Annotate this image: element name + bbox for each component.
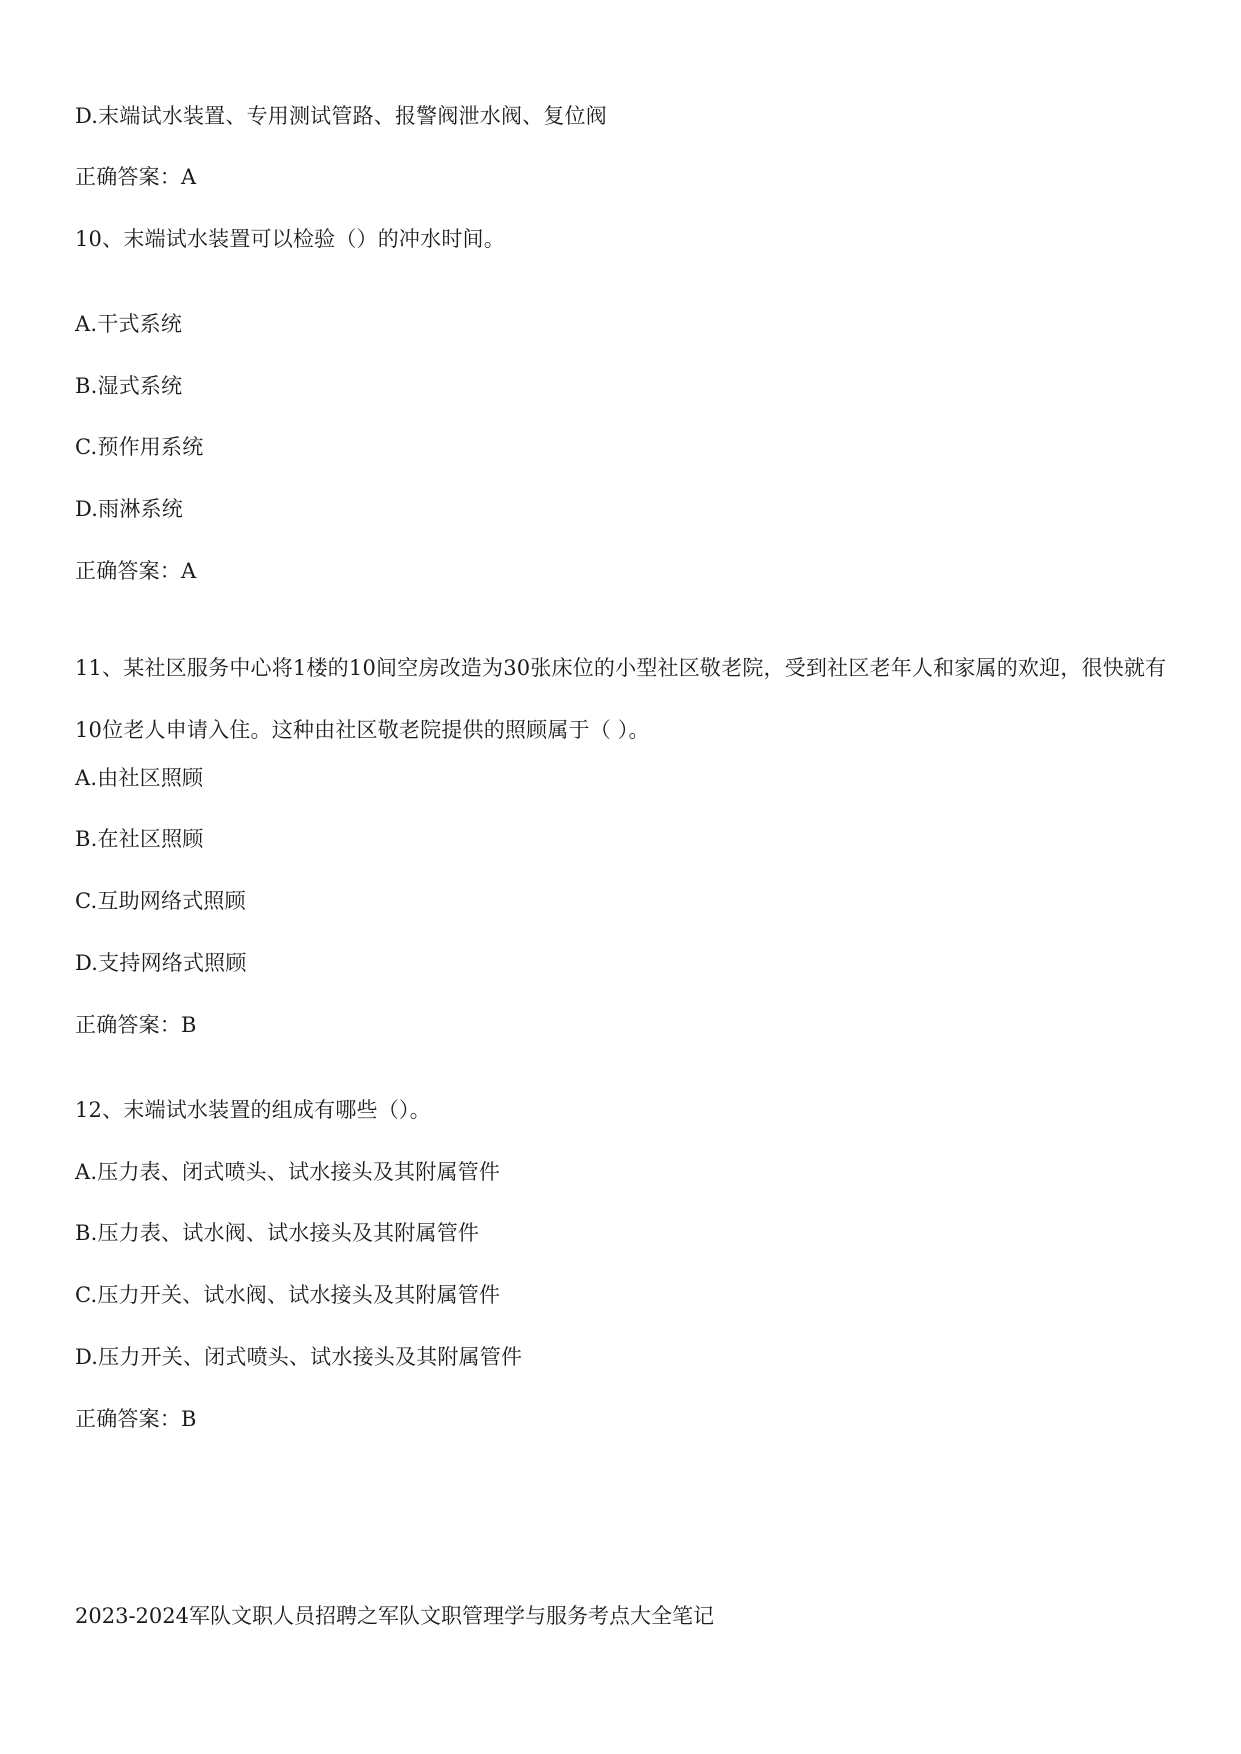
prev-answer: 正确答案：A [75, 165, 197, 189]
question-11-option-c: C.互助网络式照顾 [75, 889, 246, 913]
page-footer: 2023-2024军队文职人员招聘之军队文职管理学与服务考点大全笔记 [75, 1604, 714, 1628]
question-10-option-d: D.雨淋系统 [75, 497, 183, 521]
question-12-option-a: A.压力表、闭式喷头、试水接头及其附属管件 [75, 1160, 501, 1184]
question-11-stem: 11、某社区服务中心将1楼的10间空房改造为30张床位的小型社区敬老院，受到社区老年人和家属的欢迎，很快就有10位老人申请入住。这种由社区敬老院提供的照顾属于（ ）。 [75, 656, 1167, 742]
question-12-option-d: D.压力开关、闭式喷头、试水接头及其附属管件 [75, 1345, 523, 1369]
question-11-option-a: A.由社区照顾 [75, 766, 204, 790]
question-12-stem: 12、末端试水装置的组成有哪些（）。 [75, 1098, 431, 1122]
question-12-option-b: B.压力表、试水阀、试水接头及其附属管件 [75, 1221, 480, 1245]
question-10-answer: 正确答案：A [75, 559, 197, 583]
question-11-option-b: B.在社区照顾 [75, 827, 204, 851]
question-12-option-c: C.压力开关、试水阀、试水接头及其附属管件 [75, 1283, 501, 1307]
question-10-stem: 10、末端试水装置可以检验（）的冲水时间。 [75, 227, 505, 251]
question-10-option-a: A.干式系统 [75, 312, 183, 336]
question-10-option-b: B.湿式系统 [75, 374, 183, 398]
question-10-option-c: C.预作用系统 [75, 435, 204, 459]
question-11-option-d: D.支持网络式照顾 [75, 951, 247, 975]
prev-option-d: D.末端试水装置、专用测试管路、报警阀泄水阀、复位阀 [75, 104, 607, 128]
question-12-answer: 正确答案：B [75, 1407, 197, 1431]
question-11-answer: 正确答案：B [75, 1013, 197, 1037]
